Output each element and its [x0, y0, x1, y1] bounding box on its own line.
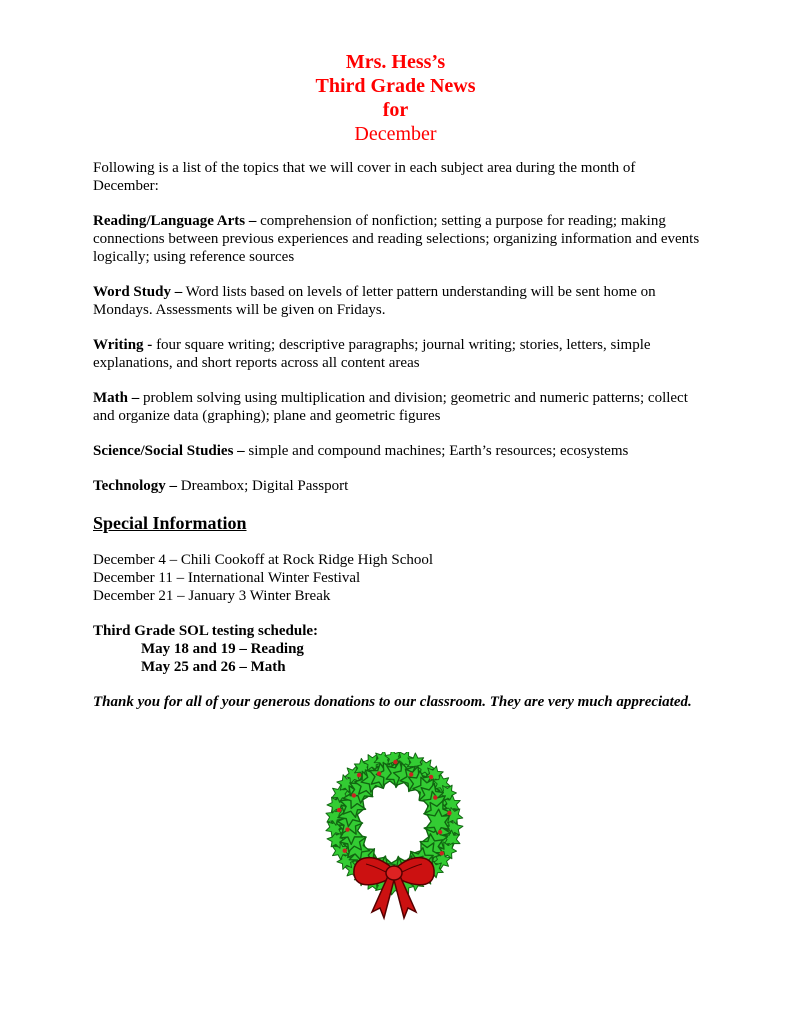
subject-technology [93, 477, 703, 495]
holly-berry [352, 793, 356, 797]
subject-label: Math – [93, 390, 140, 406]
subject-label: Technology – [93, 478, 178, 494]
subject-label: Science/Social Studies – [93, 443, 245, 459]
holly-berry [337, 808, 341, 812]
title-line-name: Mrs. Hess’s [345, 51, 446, 73]
subject-label: Writing - [93, 337, 153, 353]
newsletter-body [93, 159, 703, 711]
special-info-heading: Special Information [93, 513, 247, 533]
subject-text: four square writing; descriptive paragraphs; journal writing; stories, letters, simple explanations, and short reports across all content areas [93, 337, 651, 371]
title-line-news: Third Grade News [315, 75, 476, 97]
holly-berry [377, 771, 381, 775]
holly-berry [438, 830, 442, 834]
subject-math [93, 389, 703, 425]
subject-writing [93, 336, 703, 372]
holly-berry [345, 827, 349, 831]
subject-label: Reading/Language Arts – [93, 213, 257, 229]
events-list [93, 551, 703, 605]
holly-berry [357, 773, 361, 777]
title-line-month: December [354, 123, 437, 145]
holly-berry [429, 775, 433, 779]
holly-berry [343, 849, 347, 853]
intro-paragraph: Following is a list of the topics that we will cover in each subject area during the month of December: [93, 160, 636, 194]
subject-label: Word Study – [93, 284, 183, 300]
subject-word-study [93, 283, 703, 319]
event-item: December 11 – International Winter Festival [93, 570, 361, 586]
subject-text: Dreambox; Digital Passport [177, 478, 349, 494]
subject-reading [93, 212, 703, 266]
event-item: December 21 – January 3 Winter Break [93, 588, 331, 604]
holly-berry [440, 851, 444, 855]
subject-science [93, 442, 703, 460]
holly-berry [409, 772, 413, 776]
holly-berry [393, 760, 397, 764]
holly-berry [447, 811, 451, 815]
holly-berry [433, 795, 437, 799]
christmas-wreath-icon [322, 752, 467, 924]
sol-date: May 25 and 26 – Math [141, 659, 286, 675]
title-line-for: for [382, 99, 409, 121]
sol-date: May 18 and 19 – Reading [141, 641, 304, 657]
sol-heading: Third Grade SOL testing schedule: [93, 623, 319, 639]
newsletter-title [0, 50, 791, 146]
subject-text: simple and compound machines; Earth’s resources; ecosystems [244, 443, 629, 459]
sol-schedule [93, 622, 703, 676]
subject-text: comprehension of nonfiction; setting a purpose for reading; making connections between previous experiences and reading selections; organizing information and events logically; using reference sources [93, 213, 700, 265]
subject-text: Word lists based on levels of letter pattern understanding will be sent home on Mondays. Assessments will be given on Fridays. [93, 284, 656, 318]
event-item: December 4 – Chili Cookoff at Rock Ridge High School [93, 552, 434, 568]
subject-text: problem solving using multiplication and division; geometric and numeric patterns; collect and organize data (graphing); plane and geometric figures [93, 390, 688, 424]
thank-you-note: Thank you for all of your generous donations to our classroom. They are very much appreciated. [93, 694, 692, 710]
